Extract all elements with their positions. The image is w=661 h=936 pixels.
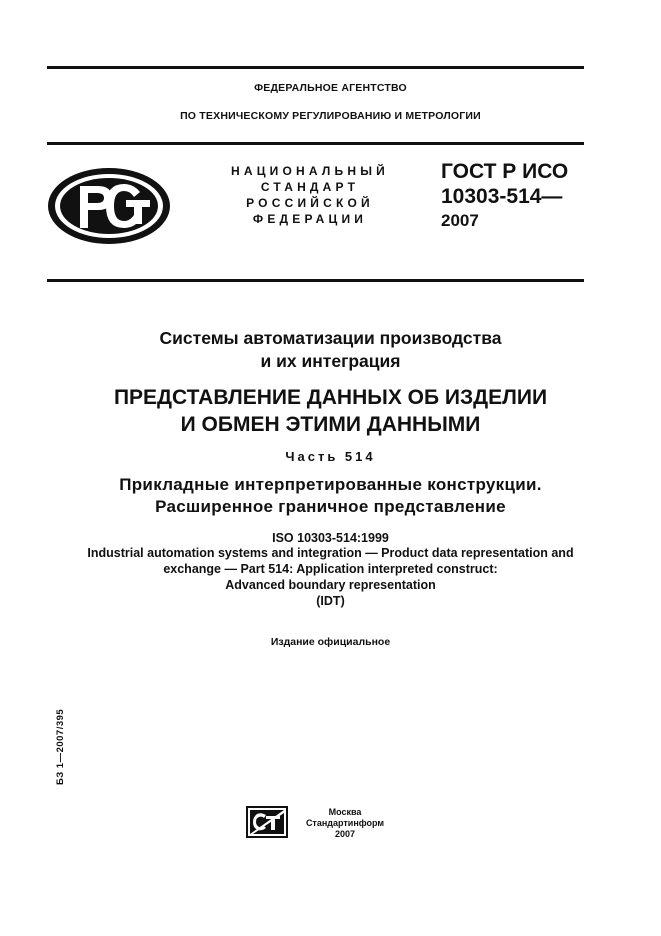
english-title-line-2: exchange — Part 514: Application interpreted construct:	[163, 562, 498, 576]
title-line-2: и их интеграция	[260, 351, 401, 371]
standard-word-4: ФЕДЕРАЦИИ	[252, 212, 368, 226]
subtitle-line-2: Расширенное граничное представление	[155, 497, 506, 516]
english-title-line-3: Advanced boundary representation	[225, 578, 436, 592]
publisher-city: Москва	[328, 807, 362, 817]
agency-line-2: ПО ТЕХНИЧЕСКОМУ РЕГУЛИРОВАНИЮ И МЕТРОЛОГИИ	[180, 110, 481, 122]
main-title-line-1: ПРЕДСТАВЛЕНИЕ ДАННЫХ ОБ ИЗДЕЛИИ	[113, 386, 548, 409]
subtitle-line-1: Прикладные интерпретированные конструкции.	[119, 475, 542, 494]
gost-number-line-1: ГОСТ Р ИСО	[441, 160, 569, 183]
gost-number-line-3: 2007	[441, 211, 479, 230]
english-title-line-4: (IDT)	[316, 594, 345, 608]
main-title-line-2: И ОБМЕН ЭТИМИ ДАННЫМИ	[180, 413, 481, 436]
header-rule	[47, 142, 584, 145]
standard-word-3: РОССИЙСКОЙ	[246, 196, 374, 210]
iso-number: ISO 10303-514:1999	[272, 531, 389, 545]
english-title-line-1: Industrial automation systems and integration — Product data representation and	[87, 546, 574, 560]
side-code: БЗ 1—2007/395	[55, 708, 66, 785]
rst-emblem-icon	[46, 166, 172, 246]
part-label: Часть 514	[285, 449, 376, 464]
agency-line-1: ФЕДЕРАЛЬНОЕ АГЕНТСТВО	[254, 82, 407, 94]
top-rule	[47, 66, 584, 69]
standartinform-logo-icon	[246, 806, 288, 838]
standard-word-2: СТАНДАРТ	[260, 180, 360, 194]
standard-word-1: НАЦИОНАЛЬНЫЙ	[230, 164, 390, 178]
publisher-year: 2007	[334, 829, 356, 839]
gost-number-line-2: 10303-514—	[441, 185, 563, 208]
official-edition: Издание официальное	[270, 636, 391, 648]
standard-rule	[47, 279, 584, 282]
publisher-name: Стандартинформ	[305, 818, 385, 828]
title-line-1: Системы автоматизации производства	[159, 328, 502, 348]
